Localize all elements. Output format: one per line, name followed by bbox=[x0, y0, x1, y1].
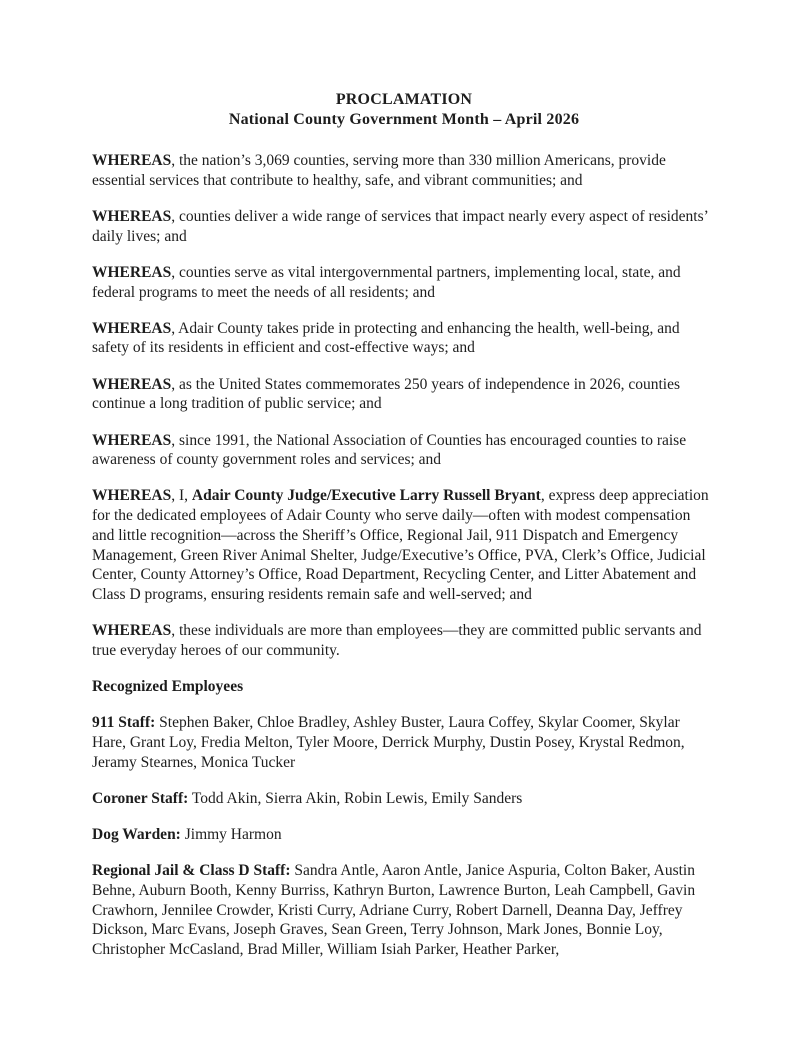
staff-list-coroner bbox=[92, 789, 716, 809]
staff-label: Dog Warden: bbox=[92, 826, 181, 844]
whereas-paragraph-6 bbox=[92, 431, 716, 470]
whereas-paragraph-3 bbox=[92, 263, 716, 302]
whereas-lead: WHEREAS bbox=[92, 622, 172, 640]
recognized-employees-heading: Recognized Employees bbox=[92, 678, 244, 696]
whereas-paragraph-8 bbox=[92, 621, 716, 660]
document-title: PROCLAMATION bbox=[335, 91, 473, 108]
whereas-lead: WHEREAS bbox=[92, 487, 172, 505]
whereas-text: , I, bbox=[171, 487, 192, 505]
staff-list-911 bbox=[92, 713, 716, 772]
whereas-paragraph-4 bbox=[92, 319, 716, 358]
document-header bbox=[92, 90, 716, 130]
whereas-text: , as the United States commemorates 250 years of independence in 2026, counties continue a long tradition of public service; and bbox=[92, 375, 681, 413]
staff-list-dog-warden bbox=[92, 825, 716, 845]
staff-names: Jimmy Harmon bbox=[180, 826, 282, 844]
whereas-text: , counties serve as vital intergovernmental partners, implementing local, state, and federal programs to meet the needs of all residents; and bbox=[92, 263, 681, 301]
whereas-lead: WHEREAS bbox=[92, 375, 172, 393]
staff-list-regional-jail bbox=[92, 861, 716, 960]
whereas-paragraph-5 bbox=[92, 375, 716, 414]
staff-label: Regional Jail & Class D Staff: bbox=[92, 862, 291, 880]
staff-label: 911 Staff: bbox=[92, 714, 156, 732]
document-subtitle: National County Government Month – April 2026 bbox=[228, 111, 580, 128]
whereas-lead: WHEREAS bbox=[92, 431, 172, 449]
whereas-text: , express deep appreciation for the dedicated employees of Adair County who serve daily—often with modest compensation and little recognition—across the Sheriff’s Office, Regional Jail, 911 Dispatch and Emergency Management, Green River Animal Shelter, Judge/Executive’s Office, PVA, Clerk’s Office, Judicial Center, County Attorney’s Office, Road Department, Recycling Center, and Litter Abatement and Class D programs, ensuring residents remain safe and well-served; and bbox=[92, 487, 709, 603]
staff-label: Coroner Staff: bbox=[92, 789, 189, 807]
staff-names: Todd Akin, Sierra Akin, Robin Lewis, Emily Sanders bbox=[188, 789, 523, 807]
whereas-text: , these individuals are more than employees—they are committed public servants and true everyday heroes of our community. bbox=[92, 622, 702, 659]
whereas-lead: WHEREAS bbox=[92, 263, 172, 281]
whereas-paragraph-7 bbox=[92, 486, 716, 604]
judge-executive-name: Adair County Judge/Executive Larry Russell Bryant bbox=[191, 487, 541, 505]
whereas-text: , the nation’s 3,069 counties, serving more than 330 million Americans, provide essential services that contribute to healthy, safe, and vibrant communities; and bbox=[92, 152, 666, 189]
whereas-lead: WHEREAS bbox=[92, 207, 172, 225]
whereas-paragraph-2 bbox=[92, 207, 716, 246]
whereas-lead: WHEREAS bbox=[92, 152, 172, 169]
whereas-text: , counties deliver a wide range of services that impact nearly every aspect of residents’ daily lives; and bbox=[92, 207, 708, 245]
whereas-paragraph-1 bbox=[92, 151, 716, 190]
staff-names: Stephen Baker, Chloe Bradley, Ashley Buster, Laura Coffey, Skylar Coomer, Skylar Hare, Grant Loy, Fredia Melton, Tyler Moore, Derrick Murphy, Dustin Posey, Krystal Redmon, Jeramy Stearnes, Monica Tucker bbox=[92, 714, 685, 771]
staff-names: Sandra Antle, Aaron Antle, Janice Aspuria, Colton Baker, Austin Behne, Auburn Booth, Kenny Burriss, Kathryn Burton, Lawrence Burton, Leah Campbell, Gavin Crawhorn, Jennilee Crowder, Kristi Curry, Adriane Curry, Robert Darnell, Deanna Day, Jeffrey Dickson, Marc Evans, Joseph Graves, Sean Green, Terry Johnson, Mark Jones, Bonnie Loy, Christopher McCasland, Brad Miller, William Isiah Parker, Heather Parker, bbox=[92, 862, 696, 959]
whereas-text: , since 1991, the National Association of Counties has encouraged counties to raise awareness of county government roles and services; and bbox=[92, 431, 687, 469]
whereas-text: , Adair County takes pride in protecting and enhancing the health, well-being, and safety of its residents in efficient and cost-effective ways; and bbox=[92, 319, 680, 357]
whereas-lead: WHEREAS bbox=[92, 319, 172, 337]
